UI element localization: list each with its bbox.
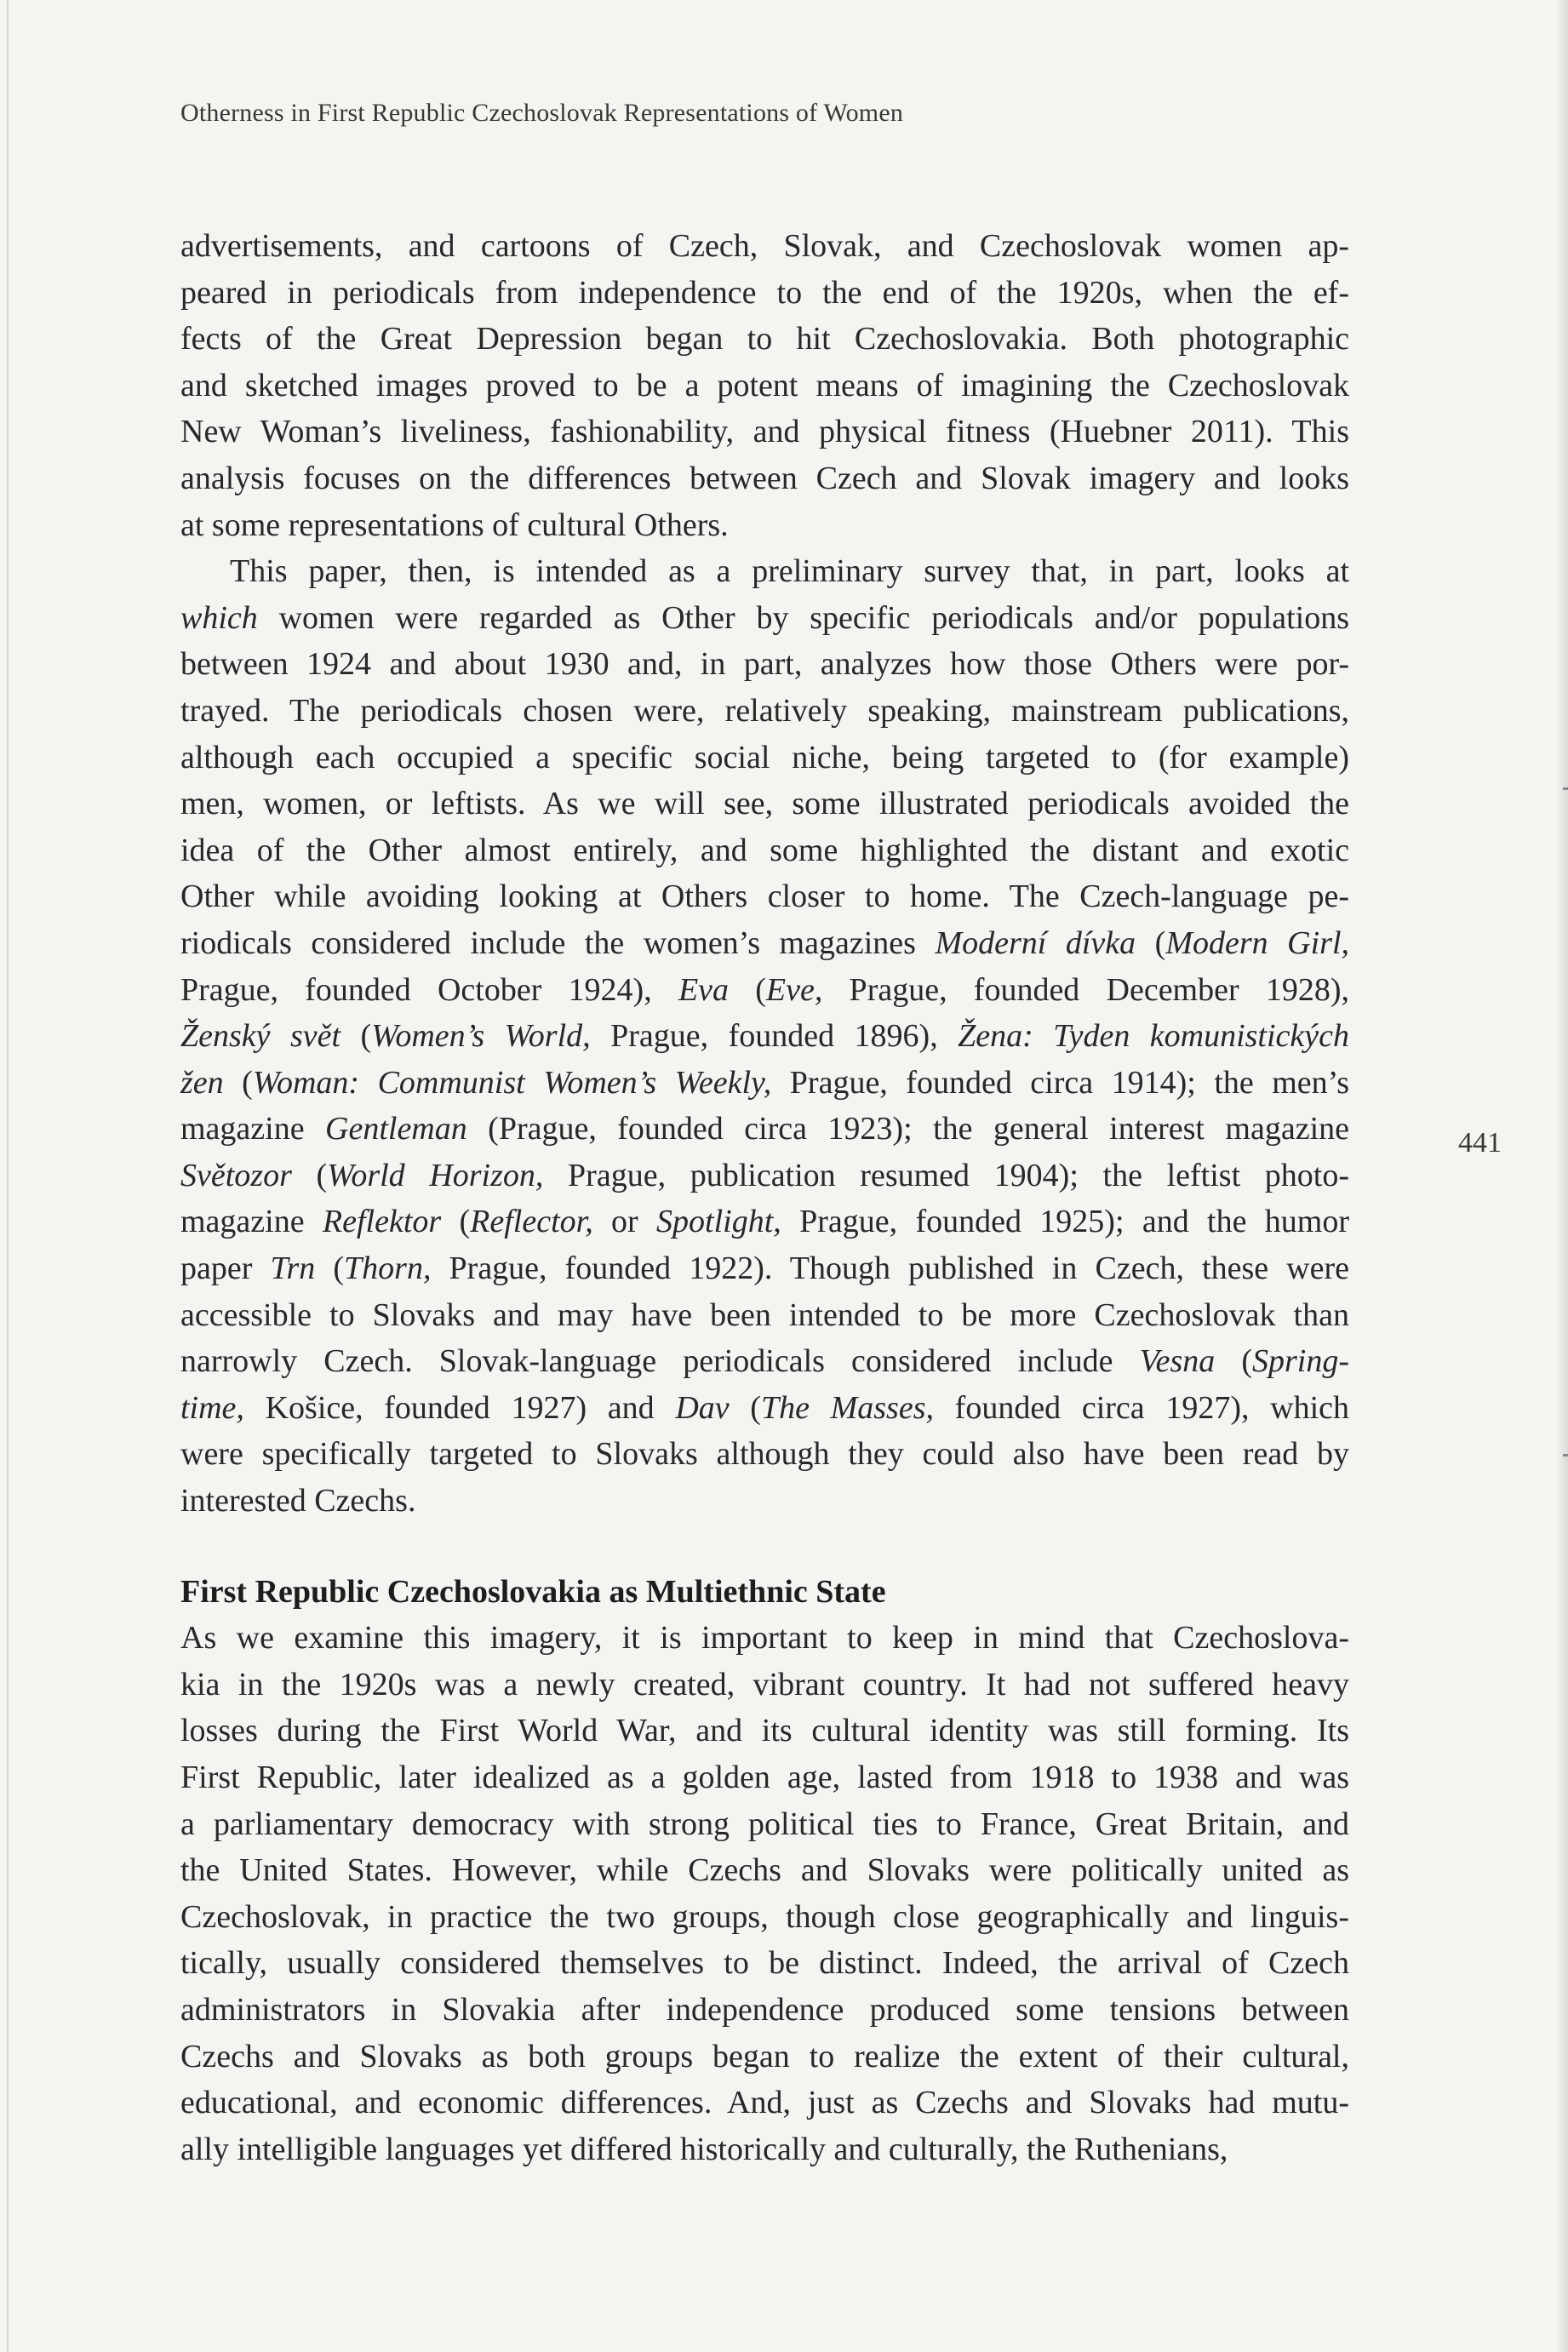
text-line: [180, 873, 1349, 920]
text-line: [180, 1431, 1349, 1478]
italic-title: World Horizon,: [327, 1157, 544, 1193]
text-run: magazine: [180, 1204, 323, 1240]
text-line: [180, 1060, 1349, 1107]
text-line: [180, 1940, 1349, 1987]
text-line: [180, 363, 1349, 409]
text-line: [180, 920, 1349, 967]
text-run: This paper, then, is intended as a preliminary survey that, in part, looks at: [230, 553, 1349, 590]
text-run: Czechs and Slovaks as both groups began to realize the extent of their cultural,: [180, 2038, 1349, 2074]
text-run: losses during the First World War, and its cultural identity was still forming. Its: [180, 1713, 1349, 1749]
text-line: [180, 2080, 1349, 2126]
text-run: and sketched images proved to be a potent means of imagining the Czechoslovak: [180, 367, 1349, 403]
text-run: narrowly Czech. Slovak-language periodicals considered include: [180, 1343, 1140, 1380]
text-run: women were regarded as Other by specific periodicals and/or populations: [257, 599, 1349, 636]
text-run: (Prague, founded circa 1923); the general interest magazine: [466, 1111, 1349, 1147]
body-text: [180, 223, 1349, 2172]
text-run: Prague, founded October 1924),: [180, 971, 678, 1008]
text-run: accessible to Slovaks and may have been intended to be more Czechoslovak than: [180, 1296, 1349, 1333]
text-run: ally intelligible languages yet differed historically and culturally, the Ruthenians,: [180, 2131, 1228, 2167]
italic-title: Dav: [675, 1389, 730, 1426]
text-line: [180, 223, 1349, 270]
text-line: [180, 781, 1349, 827]
italic-title: Eve,: [765, 971, 823, 1008]
text-run: (: [291, 1157, 328, 1193]
text-line: [180, 1894, 1349, 1941]
text-run: educational, and economic differences. And, just as Czechs and Slovaks had mutu-: [180, 2085, 1349, 2121]
text-line: [180, 827, 1349, 874]
italic-title: Vesna: [1139, 1343, 1216, 1380]
text-run: peared in periodicals from independence to the end of the 1920s, when the ef-: [180, 274, 1349, 311]
text-line: [180, 1662, 1349, 1708]
italic-title: Ženský svět: [180, 1018, 341, 1055]
text-line: [180, 1987, 1349, 2034]
italic-title: time,: [180, 1389, 244, 1426]
text-line: [180, 1199, 1349, 1245]
text-line: [180, 641, 1349, 688]
text-run: kia in the 1920s was a newly created, vibrant country. It had not suffered heavy: [180, 1666, 1349, 1702]
text-run: administrators in Slovakia after independence produced some tensions between: [180, 1991, 1349, 2028]
text-line: [180, 1245, 1349, 1292]
text-run: (: [1136, 924, 1166, 961]
text-run: Prague, founded 1925); and the humor: [781, 1204, 1349, 1240]
text-line: [180, 548, 1349, 595]
italic-title: Světozor: [180, 1157, 292, 1193]
text-run: trayed. The periodicals chosen were, relatively speaking, mainstream publications,: [180, 692, 1349, 729]
section-spacer: [180, 1525, 1349, 1569]
text-line: [180, 502, 1349, 549]
italic-title: Reflector,: [470, 1204, 593, 1240]
text-run: Other while avoiding looking at Others closer to home. The Czech-language pe-: [180, 878, 1349, 915]
text-run: a parliamentary democracy with strong political ties to France, Great Britain, and: [180, 1805, 1349, 1842]
text-line: [180, 1153, 1349, 1199]
italic-title: Modern Girl,: [1165, 924, 1350, 961]
text-run: New Woman’s liveliness, fashionability, and physical fitness (Huebner 2011). This: [180, 414, 1349, 450]
italic-title: žen: [180, 1064, 224, 1101]
italic-title: Eva: [678, 971, 730, 1008]
text-run: tically, usually considered themselves to be distinct. Indeed, the arrival of Czech: [180, 1945, 1349, 1982]
text-run: between 1924 and about 1930 and, in part, analyzes how those Others were por-: [180, 646, 1349, 683]
running-head: Otherness in First Republic Czechoslovak Representations of Women: [180, 99, 904, 127]
text-run: founded circa 1927), which: [934, 1389, 1349, 1426]
text-line: [180, 1338, 1349, 1385]
text-line: [180, 1847, 1349, 1894]
text-run: Prague, founded 1922). Though published in Czech, these were: [431, 1250, 1350, 1287]
text-line: [180, 2034, 1349, 2080]
text-run: (: [729, 971, 766, 1008]
italic-title: The Masses,: [760, 1389, 934, 1426]
text-line: [180, 1385, 1349, 1432]
italic-title: Moderní dívka: [935, 924, 1136, 961]
text-line: [180, 1708, 1349, 1754]
text-line: [180, 1801, 1349, 1848]
text-run: Prague, publication resumed 1904); the leftist photo-: [543, 1157, 1349, 1193]
italic-title: Spring-: [1252, 1343, 1349, 1380]
text-line: [180, 1754, 1349, 1801]
text-line: [180, 409, 1349, 455]
text-run: were specifically targeted to Slovaks although they could also have been read by: [180, 1436, 1349, 1473]
text-run: men, women, or leftists. As we will see, some illustrated periodicals avoided the: [180, 786, 1349, 822]
text-run: As we examine this imagery, it is important to keep in mind that Czechoslova-: [180, 1620, 1349, 1657]
page-number: 441: [1458, 1127, 1502, 1159]
text-run: (: [315, 1250, 345, 1287]
italic-title: Woman: Communist Women’s Weekly,: [252, 1064, 772, 1101]
paragraph: [180, 223, 1349, 548]
text-run: Czechoslovak, in practice the two groups, though close geographically and linguis-: [180, 1898, 1349, 1935]
text-line: [180, 1013, 1349, 1060]
text-run: at some representations of cultural Others.: [180, 506, 729, 543]
text-run: interested Czechs.: [180, 1483, 416, 1519]
italic-title: which: [180, 599, 258, 636]
text-line: [180, 1106, 1349, 1153]
text-run: or: [592, 1204, 657, 1240]
text-run: analysis focuses on the differences between Czech and Slovak imagery and looks: [180, 460, 1349, 496]
text-line: [180, 270, 1349, 317]
text-run: (: [441, 1204, 471, 1240]
text-line: [180, 595, 1349, 642]
italic-title: Žena: Tyden komunistických: [958, 1018, 1350, 1055]
text-line: [180, 967, 1349, 1014]
italic-title: Trn: [270, 1250, 316, 1287]
text-run: (: [1215, 1343, 1252, 1380]
italic-title: Reflektor: [322, 1204, 442, 1240]
text-line: [180, 2126, 1349, 2173]
text-run: (: [223, 1064, 253, 1101]
text-line: [180, 455, 1349, 502]
text-run: idea of the Other almost entirely, and some highlighted the distant and exotic: [180, 832, 1349, 868]
text-line: [180, 316, 1349, 363]
text-run: although each occupied a specific social niche, being targeted to (for example): [180, 739, 1349, 775]
text-run: (: [729, 1389, 761, 1426]
text-run: advertisements, and cartoons of Czech, Slovak, and Czechoslovak women ap-: [180, 228, 1349, 264]
text-run: riodicals considered include the women’s magazines: [180, 924, 936, 961]
text-run: First Republic, later idealized as a golden age, lasted from 1918 to 1938 and was: [180, 1760, 1349, 1795]
edge-tick-mark: [1563, 1454, 1568, 1456]
italic-title: Gentleman: [325, 1111, 467, 1147]
text-line: [180, 688, 1349, 735]
text-line: [180, 1615, 1349, 1662]
text-run: paper: [180, 1250, 271, 1287]
section-heading: First Republic Czechoslovakia as Multiethnic State: [180, 1573, 886, 1610]
page-edge-right: [1556, 0, 1568, 2352]
text-line: [180, 1478, 1349, 1525]
italic-title: Spotlight,: [656, 1204, 781, 1240]
text-run: the United States. However, while Czechs and Slovaks were politically united as: [180, 1852, 1349, 1889]
text-line: [180, 735, 1349, 781]
text-run: Prague, founded December 1928),: [822, 971, 1349, 1008]
text-run: (: [340, 1018, 372, 1055]
text-run: fects of the Great Depression began to hit Czechoslovakia. Both photographic: [180, 321, 1349, 358]
paragraph: [180, 1615, 1349, 2172]
text-run: Prague, founded circa 1914); the men’s: [771, 1064, 1349, 1101]
italic-title: Thorn,: [344, 1250, 432, 1287]
text-run: magazine: [180, 1111, 326, 1147]
italic-title: Women’s World,: [371, 1018, 591, 1055]
text-run: Prague, founded 1896),: [590, 1018, 959, 1055]
text-line: [180, 1292, 1349, 1339]
paragraph: [180, 548, 1349, 1524]
text-run: Košice, founded 1927) and: [243, 1389, 676, 1426]
edge-tick-mark: [1563, 787, 1568, 790]
page-edge-left: [7, 0, 9, 2352]
